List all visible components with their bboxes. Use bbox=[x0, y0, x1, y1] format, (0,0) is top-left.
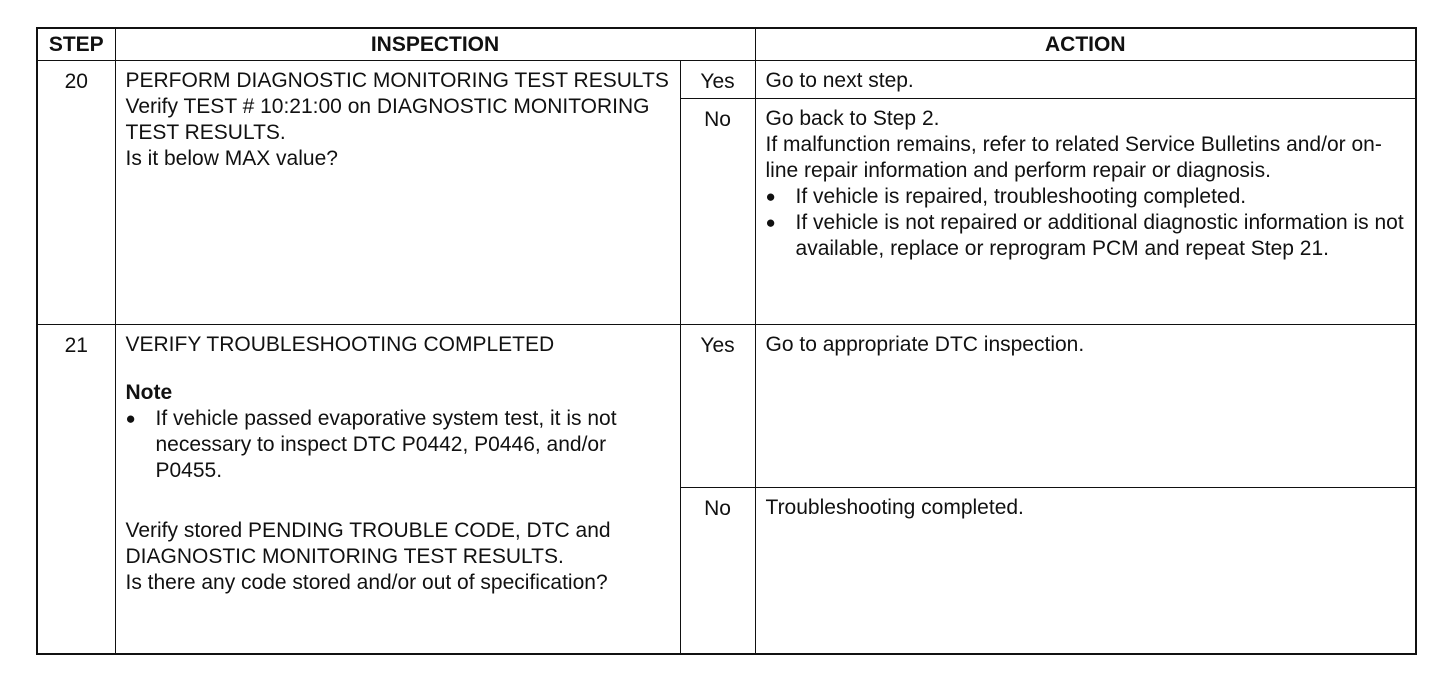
header-row bbox=[37, 28, 1416, 61]
inspection-line: Verify TEST # 10:21:00 on DIAGNOSTIC MONITORING TEST RESULTS. bbox=[125, 95, 650, 144]
inspection-line: Verify stored PENDING TROUBLE CODE, DTC and DIAGNOSTIC MONITORING TEST RESULTS. bbox=[125, 519, 611, 568]
bullet-text: If vehicle is not repaired or additional diagnostic information is not available, replace or reprogram PCM and repeat Step 21. bbox=[795, 211, 1404, 260]
bullet-item bbox=[766, 184, 1407, 210]
no-action-cell bbox=[755, 99, 1416, 325]
bullet-icon: ● bbox=[765, 187, 776, 206]
yes-action: Go to next step. bbox=[755, 61, 1416, 99]
no-action: Troubleshooting completed. bbox=[755, 488, 1416, 655]
yes-label: Yes bbox=[680, 325, 755, 488]
step-number: 21 bbox=[37, 325, 115, 655]
bullet-text: If vehicle is repaired, troubleshooting completed. bbox=[795, 185, 1247, 208]
table-row bbox=[37, 61, 1416, 99]
note-title: Note bbox=[125, 381, 173, 404]
bullet-icon: ● bbox=[125, 409, 136, 428]
bullet-text: If vehicle passed evaporative system test, it is not necessary to inspect DTC P0442, P0446, and/or P0455. bbox=[155, 407, 617, 482]
yes-action: Go to appropriate DTC inspection. bbox=[755, 325, 1416, 488]
bullet-icon: ● bbox=[765, 213, 776, 232]
inspection-title: VERIFY TROUBLESHOOTING COMPLETED bbox=[125, 333, 555, 356]
inspection-cell bbox=[115, 325, 680, 655]
inspection-line: Is there any code stored and/or out of specification? bbox=[125, 571, 608, 594]
note-bullet bbox=[126, 406, 674, 484]
yes-label: Yes bbox=[680, 61, 755, 99]
step-number: 20 bbox=[37, 61, 115, 325]
header-action: ACTION bbox=[755, 28, 1416, 61]
no-label: No bbox=[680, 488, 755, 655]
action-line: Go back to Step 2. bbox=[765, 107, 940, 130]
header-step: STEP bbox=[37, 28, 115, 61]
diagnostic-table bbox=[36, 27, 1417, 655]
no-label: No bbox=[680, 99, 755, 325]
header-inspection: INSPECTION bbox=[115, 28, 755, 61]
inspection-cell bbox=[115, 61, 680, 325]
action-line: If malfunction remains, refer to related Service Bulletins and/or on-line repair information and perform repair or diagnosis. bbox=[765, 133, 1382, 182]
inspection-title: PERFORM DIAGNOSTIC MONITORING TEST RESULTS bbox=[125, 69, 669, 92]
inspection-line: Is it below MAX value? bbox=[125, 147, 338, 170]
bullet-item bbox=[766, 210, 1407, 262]
table-row bbox=[37, 325, 1416, 488]
